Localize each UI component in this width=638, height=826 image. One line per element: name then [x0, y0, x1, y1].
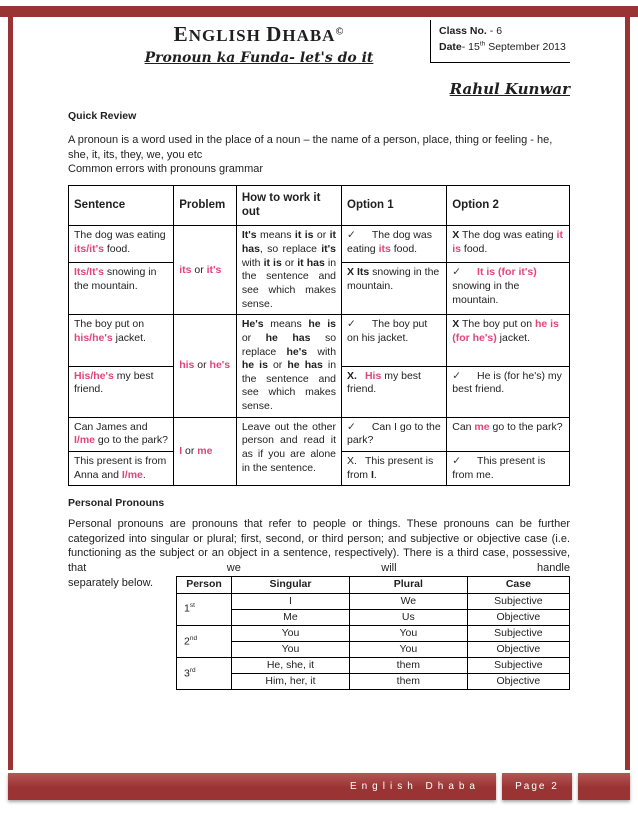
table-row [177, 609, 570, 625]
option1-cell: ✓ The dog was eating its food. [342, 226, 447, 263]
person-cell: 1st [177, 593, 232, 625]
doc-title: ENGLISH DHABA© [173, 22, 345, 46]
header-person: Person [177, 577, 232, 593]
sentence-cell: Can James and I/me go to the park? [69, 417, 174, 451]
option1-cell: X Its snowing in the mountain. [342, 263, 447, 315]
footer-page-number: Page 2 [515, 781, 559, 792]
case-cell: Subjective [467, 593, 569, 609]
footer-endcap [578, 773, 630, 800]
footer-brand: English Dhaba [349, 781, 480, 792]
table-row [177, 625, 570, 641]
table-row [177, 593, 570, 609]
sentence-cell: Its/It's snowing in the mountain. [69, 263, 174, 315]
footer-page-bar [502, 773, 572, 800]
case-cell: Objective [467, 674, 569, 690]
option1-cell: ✓ The boy put on his jacket. [342, 315, 447, 366]
sentence-cell: This present is from Anna and I/me. [69, 452, 174, 486]
personal-pronouns-table [176, 576, 570, 690]
option1-cell: X. This present is from I. [342, 452, 447, 486]
header-how-to-work-it-out: How to work it out [236, 185, 341, 226]
case-cell: Objective [467, 641, 569, 657]
sentence-cell: The dog was eating its/it's food. [69, 226, 174, 263]
case-cell: Subjective [467, 625, 569, 641]
header-case: Case [467, 577, 569, 593]
header-option-2: Option 2 [447, 185, 570, 226]
intro-line-2: Common errors with pronouns grammar [68, 163, 264, 176]
singular-cell: I [232, 593, 350, 609]
class-number: Class No. - 6 [439, 25, 503, 37]
quick-review-heading: Quick Review [68, 110, 137, 122]
singular-cell: He, she, it [232, 658, 350, 674]
header-sentence: Sentence [69, 185, 174, 226]
howto-cell: Leave out the other person and read it as if you are alone in the sentence. [236, 417, 341, 486]
plural-cell: Us [349, 609, 467, 625]
singular-cell: You [232, 625, 350, 641]
sentence-cell: The boy put on his/he's jacket. [69, 315, 174, 366]
class-info-box [430, 20, 570, 63]
paragraph-tail: separately below. [68, 577, 153, 590]
footer [8, 773, 630, 800]
howto-cell: He's means he is or he has so replace he's with he is or he has in the sentence and see which makes sense. [236, 315, 341, 417]
case-cell: Objective [467, 609, 569, 625]
option2-cell: ✓ It is (for it's) snowing in the mountain. [447, 263, 570, 315]
table-row [177, 674, 570, 690]
option2-cell: Can me go to the park? [447, 417, 570, 451]
header-plural: Plural [349, 577, 467, 593]
signature: Rahul Kunwar [449, 80, 570, 98]
option2-cell: ✓ This present is from me. [447, 452, 570, 486]
table-row [177, 658, 570, 674]
header [68, 22, 570, 76]
case-cell: Subjective [467, 658, 569, 674]
doc-subtitle: Pronoun ka Funda- let's do it [144, 50, 374, 66]
plural-cell: We [349, 593, 467, 609]
plural-cell: You [349, 625, 467, 641]
problem-cell: his or he's [174, 315, 237, 417]
personal-pronouns-table-wrap [176, 576, 570, 690]
plural-cell: You [349, 641, 467, 657]
option2-cell: X The boy put on he is (for he's) jacket. [447, 315, 570, 366]
personal-pronouns-row [68, 576, 570, 690]
table-row [69, 417, 570, 451]
option1-cell: ✓ Can I go to the park? [342, 417, 447, 451]
singular-cell: You [232, 641, 350, 657]
person-cell: 2nd [177, 625, 232, 657]
plural-cell: them [349, 658, 467, 674]
person-cell: 3rd [177, 658, 232, 690]
singular-cell: Him, her, it [232, 674, 350, 690]
singular-cell: Me [232, 609, 350, 625]
header-problem: Problem [174, 185, 237, 226]
table-row [69, 226, 570, 263]
table-header-row [69, 185, 570, 226]
date: Date- 15th September 2013 [439, 40, 566, 54]
footer-brand-bar [8, 773, 496, 800]
header-option-1: Option 1 [342, 185, 447, 226]
plural-cell: them [349, 674, 467, 690]
option2-cell: ✓ He is (for he's) my best friend. [447, 366, 570, 417]
header-singular: Singular [232, 577, 350, 593]
personal-pronouns-paragraph: Personal pronouns are pronouns that refer to people or things. These pronouns can be further categorized into singular or plural; first, second, or third person; and subjective or objective case (i.e. functioning as the subject or an object in a sentence, respectively). There is a third case, possessive, that we will handle [68, 518, 570, 574]
table-header-row [177, 577, 570, 593]
table-row [69, 315, 570, 366]
intro-paragraph [68, 133, 570, 177]
table-row [177, 641, 570, 657]
option2-cell: X The dog was eating it is food. [447, 226, 570, 263]
personal-pronouns-heading: Personal Pronouns [68, 497, 165, 510]
pronoun-errors-table [68, 185, 570, 487]
intro-line-1: A pronoun is a word used in the place of a noun – the name of a person, place, thing or feeling - he, she, it, its, they, we, you etc [68, 134, 553, 161]
sentence-cell: His/he's my best friend. [69, 366, 174, 417]
problem-cell: its or it's [174, 226, 237, 315]
option1-cell: X. His my best friend. [342, 366, 447, 417]
problem-cell: I or me [174, 417, 237, 486]
howto-cell: It's means it is or it has, so replace it's with it is or it has in the sentence and see which makes sense. [236, 226, 341, 315]
